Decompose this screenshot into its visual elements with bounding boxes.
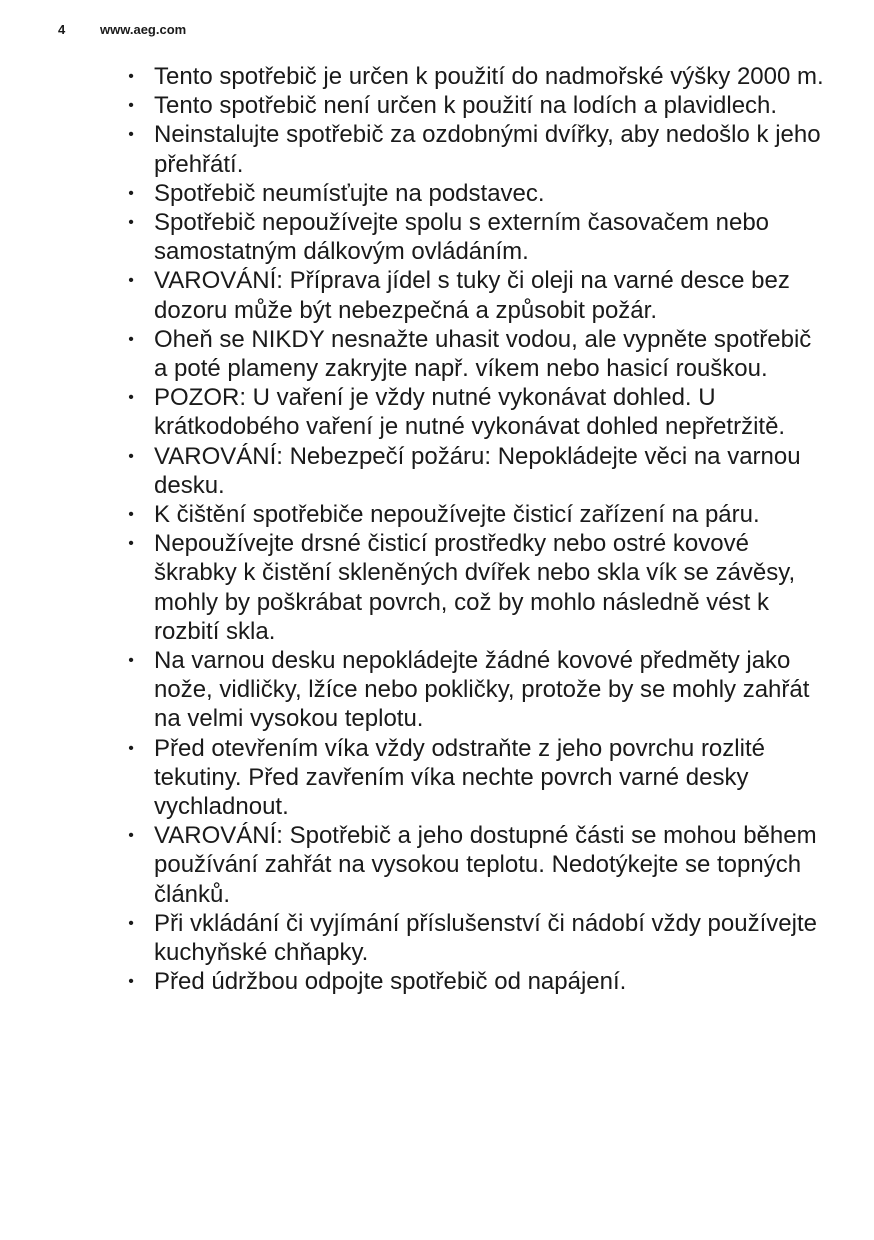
bullet-icon: • [128,389,134,407]
website-url: www.aeg.com [100,22,187,37]
list-item [126,529,826,646]
list-item [126,179,826,208]
list-item [126,62,826,91]
list-item-text: Před otevřením víka vždy odstraňte z jeho povrchu rozlité tekutiny. Před zavřením víka nechte povrch varné desky vychladnout. [154,734,765,821]
bullet-icon: • [128,535,134,553]
list-item-text: VAROVÁNÍ: Spotřebič a jeho dostupné části se mohou během používání zahřát na vysokou teplotu. Nedotýkejte se topných článků. [154,822,817,908]
list-item [126,91,826,120]
list-item-text: Před údržbou odpojte spotřebič od napájení. [154,968,627,996]
page-number: 4 [58,22,66,37]
list-item [126,734,826,822]
list-item-text: VAROVÁNÍ: Příprava jídel s tuky či oleji na varné desce bez dozoru může být nebezpečná a způsobit požár. [154,267,790,324]
list-item [126,442,826,500]
bullet-icon: • [128,827,134,845]
bullet-icon: • [128,330,134,348]
list-item [126,266,826,324]
list-item-text: Oheň se NIKDY nesnažte uhasit vodou, ale vypněte spotřebič a poté plameny zakryjte např. víkem nebo hasicí rouškou. [154,325,812,383]
bullet-icon: • [128,506,134,524]
list-item-text: K čištění spotřebiče nepoužívejte čisticí zařízení na páru. [154,501,760,529]
bullet-icon: • [128,447,134,465]
list-item [126,967,826,996]
safety-instructions [126,62,826,997]
list-item [126,325,826,383]
bullet-icon: • [128,68,134,85]
list-item [126,500,826,529]
bullet-icon: • [128,739,134,757]
list-item-text: Nepoužívejte drsné čisticí prostředky nebo ostré kovové škrabky k čistění skleněných dvířek nebo skla vík se závěsy, mohly by poškrábat povrch, což by mohlo následně vést k rozbití skla. [154,530,796,645]
bullet-icon: • [128,914,134,932]
list-item-text: VAROVÁNÍ: Nebezpečí požáru: Nepokládejte věci na varnou desku. [154,442,801,499]
list-item-text: Spotřebič neumísťujte na podstavec. [154,179,545,207]
list-item [126,120,826,178]
list-item [126,646,826,734]
bullet-icon: • [128,272,134,290]
bullet-icon: • [128,652,134,670]
list-item-text: Neinstalujte spotřebič za ozdobnými dvířky, aby nedošlo k jeho přehřátí. [154,121,821,178]
bullet-icon: • [128,184,134,202]
list-item-text: Spotřebič nepoužívejte spolu s externím časovačem nebo samostatným dálkovým ovládáním. [154,209,770,266]
list-item-text: Při vkládání či vyjímání příslušenství či nádobí vždy používejte kuchyňské chňapky. [154,909,817,967]
bullet-icon: • [128,214,134,232]
bullet-icon: • [128,973,134,991]
list-item-text: Tento spotřebič není určen k použití na lodích a plavidlech. [154,92,778,120]
list-item [126,383,826,441]
list-item [126,909,826,967]
list-item-text: Na varnou desku nepokládejte žádné kovové předměty jako nože, vidličky, lžíce nebo pokličky, protože by se mohly zahřát na velmi vysokou teplotu. [154,647,810,733]
page-header [58,22,186,37]
bullet-icon: • [128,126,134,144]
bullet-icon: • [128,97,134,115]
list-item [126,821,826,909]
list-item-text: POZOR: U vaření je vždy nutné vykonávat dohled. U krátkodobého vaření je nutné vykonávat dohled nepřetržitě. [154,384,786,441]
bullet-list [126,62,826,997]
list-item-text: Tento spotřebič je určen k použití do nadmořské výšky 2000 m. [154,63,824,90]
list-item [126,208,826,266]
